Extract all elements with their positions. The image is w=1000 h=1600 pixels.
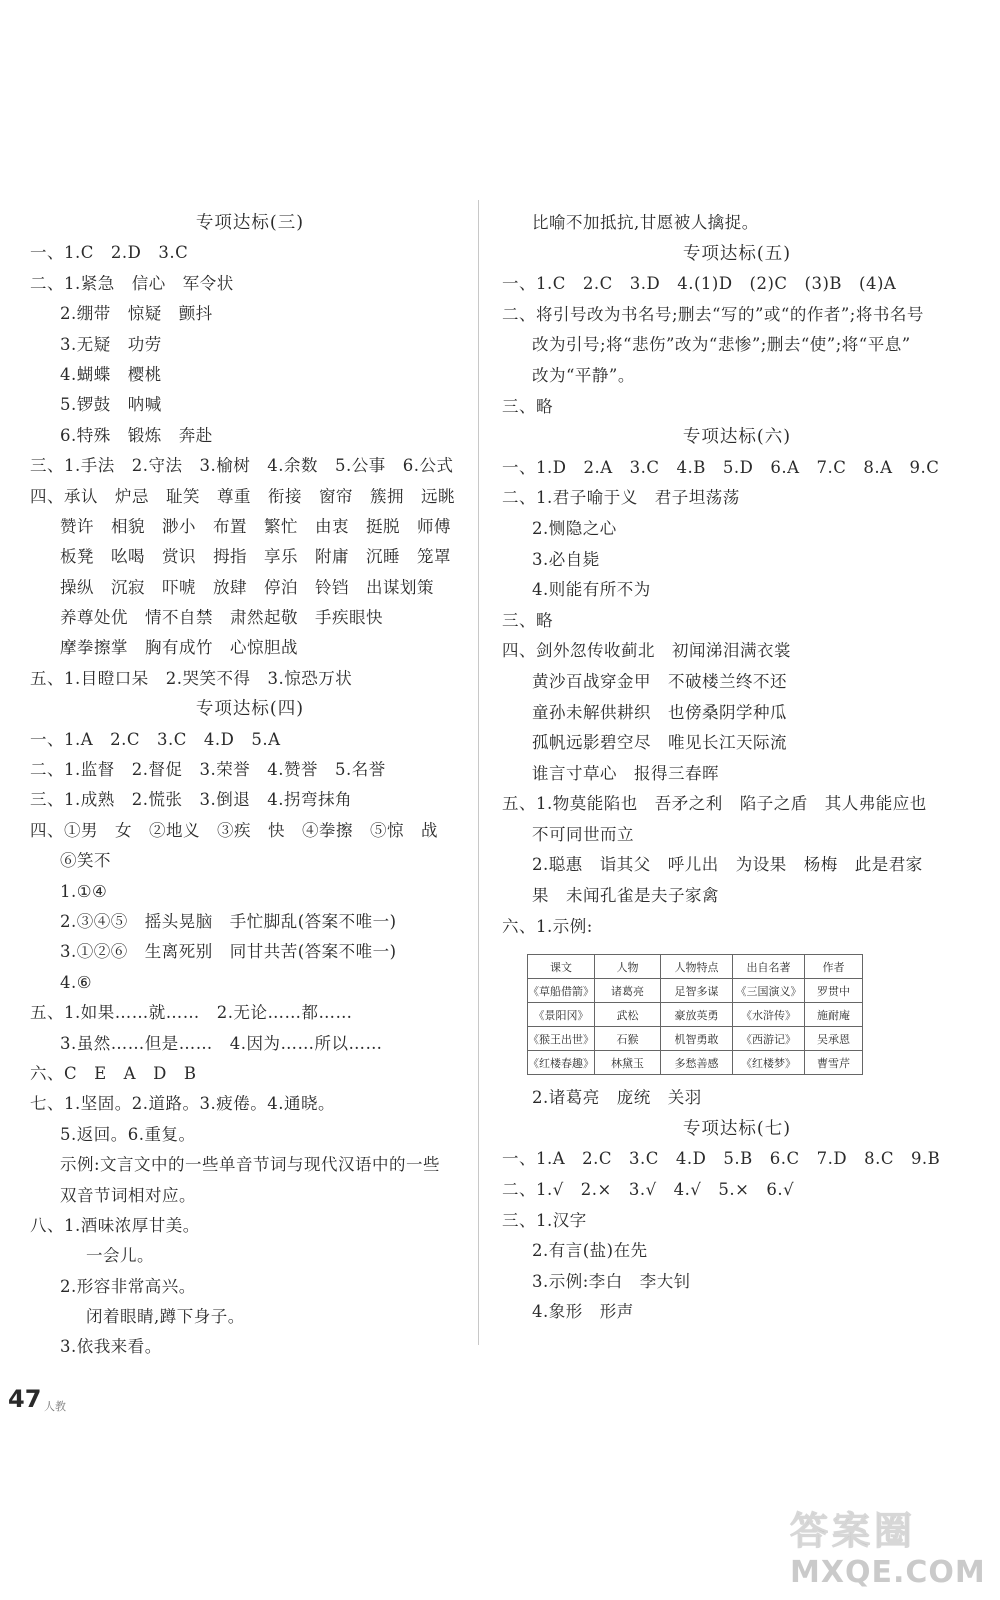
answer-line: 3.依我来看。 xyxy=(60,1337,162,1357)
answer-line: 板凳 吆喝 赏识 拇指 享乐 附庸 沉睡 笼罩 xyxy=(60,547,451,567)
answer-line: 2.恻隐之心 xyxy=(532,518,617,538)
answer-line: 谁言寸草心 报得三春晖 xyxy=(532,763,719,783)
answer-line: 一、1.A 2.C 3.C 4.D 5.B 6.C 7.D 8.C 9.B xyxy=(502,1149,941,1169)
table-cell: 曹雪芹 xyxy=(805,1051,863,1075)
table-cell: 《草船借箭》 xyxy=(528,979,595,1003)
table-header-cell: 人物 xyxy=(595,955,661,979)
answer-line: 2.绷带 惊疑 颤抖 xyxy=(60,304,213,324)
page-number: 47 xyxy=(8,1385,42,1413)
table-body xyxy=(528,979,863,1075)
table-header-cell: 出自名著 xyxy=(733,955,805,979)
answer-line: 一、1.C 2.C 3.D 4.(1)D (2)C (3)B (4)A xyxy=(502,274,897,294)
section-title: 专项达标(四) xyxy=(195,699,305,720)
table-cell: 《景阳冈》 xyxy=(528,1003,595,1027)
table-cell: 施耐庵 xyxy=(805,1003,863,1027)
right-top-block xyxy=(502,208,972,942)
answer-line: 改为“平静”。 xyxy=(532,365,635,385)
table-header-cell: 人物特点 xyxy=(661,955,733,979)
table-row xyxy=(528,1003,863,1027)
page-mark: 人教 xyxy=(44,1400,66,1413)
table-cell: 多愁善感 xyxy=(661,1051,733,1075)
answer-line: ⑥笑不 xyxy=(60,851,111,871)
answer-line: 四、①男 女 ②地义 ③疾 快 ④拳擦 ⑤惊 战 xyxy=(30,820,438,840)
table-cell: 林黛玉 xyxy=(595,1051,661,1075)
answer-line: 养尊处优 情不自禁 肃然起敬 手疾眼快 xyxy=(60,608,383,628)
answer-line: 6.特殊 锻炼 奔赴 xyxy=(60,425,213,445)
table-cell: 《猴王出世》 xyxy=(528,1027,595,1051)
answer-line: 3.必自毙 xyxy=(532,549,600,569)
answer-line: 五、1.目瞪口呆 2.哭笑不得 3.惊恐万状 xyxy=(30,668,353,688)
answer-line: 二、将引号改为书名号;删去“写的”或“的作者”;将书名号 xyxy=(502,304,924,324)
answer-line: 孤帆远影碧空尽 唯见长江天际流 xyxy=(532,733,787,753)
table-cell: 武松 xyxy=(595,1003,661,1027)
answer-line: 童孙未解供耕织 也傍桑阴学种瓜 xyxy=(532,702,787,722)
table-header-cell: 课文 xyxy=(528,955,595,979)
section-title: 专项达标(五) xyxy=(682,243,792,264)
answer-line: 六、1.示例: xyxy=(502,916,593,936)
table-cell: 足智多谋 xyxy=(661,979,733,1003)
answer-line: 一、1.D 2.A 3.C 4.B 5.D 6.A 7.C 8.A 9.C xyxy=(502,457,940,477)
watermark xyxy=(790,1500,985,1595)
answer-line: 赞许 相貌 渺小 布置 繁忙 由衷 挺脱 师傅 xyxy=(60,516,451,536)
table-header-cell: 作者 xyxy=(805,955,863,979)
answer-line: 三、1.成熟 2.慌张 3.倒退 4.拐弯抹角 xyxy=(30,790,352,810)
table-cell: 机智勇敢 xyxy=(661,1027,733,1051)
answer-line: 二、1.紧急 信心 军令状 xyxy=(30,273,234,293)
answer-line: 二、1.监督 2.督促 3.荣誉 4.赞誉 5.名誉 xyxy=(30,760,386,780)
answer-line: 3.①②⑥ 生离死别 同甘共苦(答案不唯一) xyxy=(60,942,397,962)
section-title: 专项达标(三) xyxy=(195,213,305,233)
table-row xyxy=(528,1027,863,1051)
column-divider xyxy=(478,200,479,1345)
answer-line: 3.无疑 功劳 xyxy=(60,334,162,354)
answer-line: 七、1.坚固。2.道路。3.疲倦。4.通晓。 xyxy=(30,1094,335,1114)
section-title: 专项达标(七) xyxy=(682,1118,792,1139)
table-cell: 罗贯中 xyxy=(805,979,863,1003)
answer-line: 2.形容非常高兴。 xyxy=(60,1276,196,1296)
answer-line: 三、1.汉字 xyxy=(502,1210,587,1230)
table-row xyxy=(528,979,863,1003)
table-cell: 《红楼春趣》 xyxy=(528,1051,595,1075)
answer-line: 三、略 xyxy=(502,610,553,630)
answer-line: 4.⑥ xyxy=(60,972,93,992)
table-row xyxy=(528,1051,863,1075)
answer-line: 示例:文言文中的一些单音节词与现代汉语中的一些 xyxy=(60,1155,441,1175)
answer-line: 二、1.君子喻于义 君子坦荡荡 xyxy=(502,488,740,508)
answer-line: 不可同世而立 xyxy=(532,824,634,844)
answer-line: 黄沙百战穿金甲 不破楼兰终不还 xyxy=(532,671,787,691)
answer-line: 2.聪惠 诣其父 呼儿出 为设果 杨梅 此是君家 xyxy=(532,855,923,875)
answer-line: 2.诸葛亮 庞统 关羽 xyxy=(532,1088,702,1108)
answer-line: 5.锣鼓 呐喊 xyxy=(60,395,162,415)
answer-line: 八、1.酒味浓厚甘美。 xyxy=(30,1215,200,1235)
table-cell: 豪放英勇 xyxy=(661,1003,733,1027)
answer-line: 3.虽然……但是…… 4.因为……所以…… xyxy=(60,1033,383,1053)
answer-line: 4.蝴蝶 樱桃 xyxy=(60,364,162,384)
table-cell: 《水浒传》 xyxy=(733,1003,805,1027)
answer-line: 一、1.A 2.C 3.C 4.D 5.A xyxy=(30,729,281,749)
answer-line: 四、承认 炉忌 耻笑 尊重 衔接 窗帘 簇拥 远眺 xyxy=(30,486,455,506)
table-cell: 吴承恩 xyxy=(805,1027,863,1051)
table-cell: 《西游记》 xyxy=(733,1027,805,1051)
answer-line: 改为引号;将“悲伤”改为“悲惨”;删去“使”;将“平息” xyxy=(532,335,911,355)
left-column xyxy=(30,208,470,1363)
answer-line: 摩拳擦掌 胸有成竹 心惊胆战 xyxy=(60,638,298,658)
table-cell: 石猴 xyxy=(595,1027,661,1051)
table-cell: 《三国演义》 xyxy=(733,979,805,1003)
answer-line: 3.示例:李白 李大钊 xyxy=(532,1271,691,1291)
answer-line: 一、1.C 2.D 3.C xyxy=(30,243,189,263)
answer-line: 4.象形 形声 xyxy=(532,1302,634,1322)
section-title: 专项达标(六) xyxy=(682,427,792,448)
right-column xyxy=(502,208,972,1328)
answer-line: 比喻不加抵抗,甘愿被人擒捉。 xyxy=(532,213,759,232)
watermark-url: MXQE.COM xyxy=(790,1555,986,1590)
answer-line: 闭着眼睛,蹲下身子。 xyxy=(86,1307,245,1327)
table-cell: 诸葛亮 xyxy=(595,979,661,1003)
watermark-logo-text: 答案圈 xyxy=(790,1509,917,1553)
answer-line: 二、1.√ 2.× 3.√ 4.√ 5.× 6.√ xyxy=(502,1180,795,1200)
answer-line: 六、C E A D B xyxy=(30,1063,197,1083)
answer-line: 5.返回。6.重复。 xyxy=(60,1124,196,1144)
right-bottom-block xyxy=(502,1083,972,1328)
answer-line: 五、1.物莫能陷也 吾矛之利 陷子之盾 其人弗能应也 xyxy=(502,794,927,814)
table-cell: 《红楼梦》 xyxy=(733,1051,805,1075)
answer-line: 三、1.手法 2.守法 3.榆树 4.余数 5.公事 6.公式 xyxy=(30,456,454,476)
answer-line: 五、1.如果……就…… 2.无论……都…… xyxy=(30,1003,353,1023)
answer-line: 2.③④⑤ 摇头晃脑 手忙脚乱(答案不唯一) xyxy=(60,911,397,931)
answer-line: 果 未闻孔雀是夫子家禽 xyxy=(532,886,719,906)
character-table xyxy=(527,954,863,1075)
answer-line: 三、略 xyxy=(502,396,553,416)
answer-line: 1.①④ xyxy=(60,881,108,901)
table-header-row xyxy=(528,955,863,979)
answer-line: 四、剑外忽传收蓟北 初闻涕泪满衣裳 xyxy=(502,641,791,661)
answer-line: 一会儿。 xyxy=(86,1246,154,1266)
answer-line: 4.则能有所不为 xyxy=(532,580,651,600)
answer-line: 2.有言(盐)在先 xyxy=(532,1241,648,1261)
answer-line: 双音节词相对应。 xyxy=(60,1185,196,1205)
answer-line: 操纵 沉寂 吓唬 放肆 停泊 铃铛 出谋划策 xyxy=(60,577,434,597)
